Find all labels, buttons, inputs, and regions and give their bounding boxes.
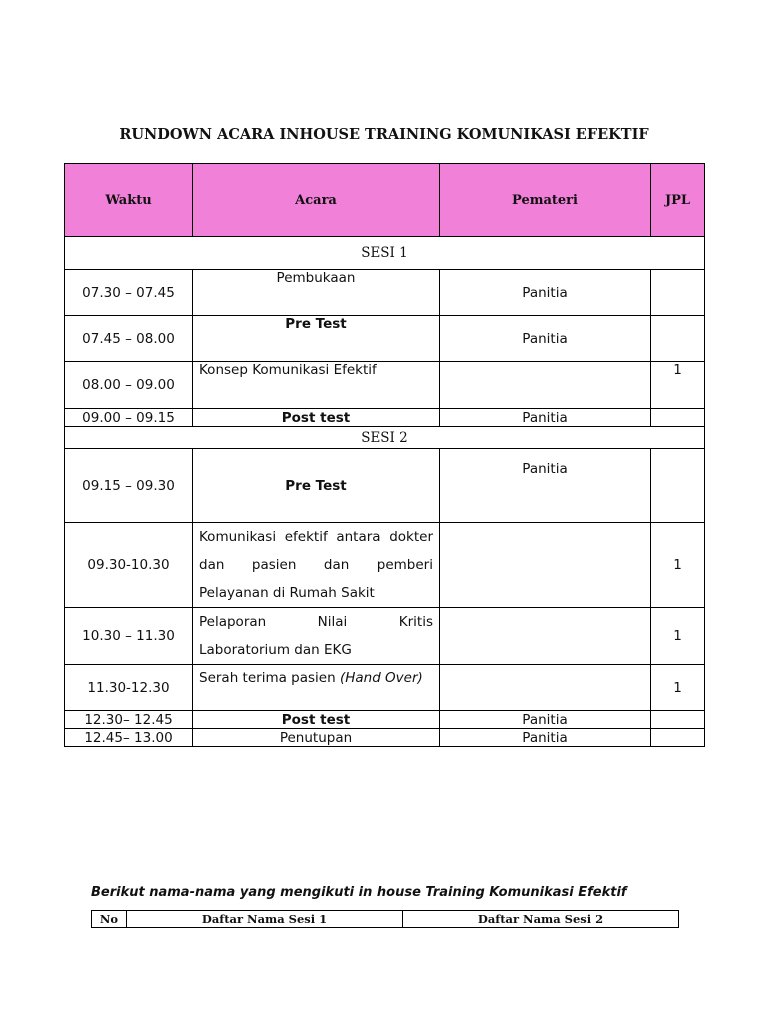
cell-acara: Pre Test — [193, 316, 440, 362]
cell-acara: Pembukaan — [193, 270, 440, 316]
cell-pemateri — [440, 608, 651, 665]
table-row — [65, 711, 705, 729]
header-waktu: Waktu — [65, 164, 193, 237]
cell-jpl — [651, 270, 705, 316]
document-title: RUNDOWN ACARA INHOUSE TRAINING KOMUNIKASI EFEKTIF — [119, 126, 649, 143]
cell-pemateri: Panitia — [440, 409, 651, 427]
cell-acara: Post test — [193, 409, 440, 427]
header-sesi1: Daftar Nama Sesi 1 — [127, 911, 403, 928]
table-row — [65, 362, 705, 409]
cell-waktu: 08.00 – 09.00 — [65, 362, 193, 409]
table-row — [65, 665, 705, 711]
cell-pemateri: Panitia — [440, 449, 651, 523]
header-pemateri: Pemateri — [440, 164, 651, 237]
session-label: SESI 2 — [65, 427, 705, 449]
table-header-row — [65, 164, 705, 237]
table-row — [65, 449, 705, 523]
cell-jpl — [651, 449, 705, 523]
participants-table — [91, 910, 679, 928]
cell-pemateri: Panitia — [440, 270, 651, 316]
table-row — [65, 729, 705, 747]
table-row — [65, 608, 705, 665]
cell-jpl — [651, 316, 705, 362]
cell-waktu: 07.30 – 07.45 — [65, 270, 193, 316]
cell-pemateri — [440, 665, 651, 711]
cell-acara: Post test — [193, 711, 440, 729]
cell-waktu: 09.00 – 09.15 — [65, 409, 193, 427]
cell-jpl: 1 — [651, 665, 705, 711]
cell-waktu: 07.45 – 08.00 — [65, 316, 193, 362]
rundown-table — [64, 163, 705, 747]
header-acara: Acara — [193, 164, 440, 237]
cell-jpl: 1 — [651, 608, 705, 665]
header-jpl: JPL — [651, 164, 705, 237]
cell-acara: Komunikasi efektif antara dokter dan pasien dan pemberi Pelayanan di Rumah Sakit — [193, 523, 440, 608]
table-row — [65, 523, 705, 608]
cell-acara: Pre Test — [193, 449, 440, 523]
cell-waktu: 09.30-10.30 — [65, 523, 193, 608]
cell-waktu: 11.30-12.30 — [65, 665, 193, 711]
participants-header-row — [92, 911, 679, 928]
cell-jpl — [651, 729, 705, 747]
cell-acara: Penutupan — [193, 729, 440, 747]
cell-pemateri: Panitia — [440, 316, 651, 362]
table-row — [65, 270, 705, 316]
cell-acara — [193, 665, 440, 711]
participants-intro: Berikut nama-nama yang mengikuti in house Training Komunikasi Efektif — [91, 885, 627, 900]
cell-waktu: 10.30 – 11.30 — [65, 608, 193, 665]
cell-pemateri: Panitia — [440, 711, 651, 729]
acara-text: Serah terima pasien — [199, 670, 336, 686]
cell-jpl: 1 — [651, 523, 705, 608]
cell-waktu: 12.45– 13.00 — [65, 729, 193, 747]
session-label: SESI 1 — [65, 237, 705, 270]
table-row — [65, 409, 705, 427]
cell-pemateri: Panitia — [440, 729, 651, 747]
cell-jpl — [651, 711, 705, 729]
header-no: No — [92, 911, 127, 928]
session-row — [65, 427, 705, 449]
cell-acara: Konsep Komunikasi Efektif — [193, 362, 440, 409]
acara-italic-text: (Hand Over) — [339, 670, 423, 686]
cell-waktu: 12.30– 12.45 — [65, 711, 193, 729]
cell-jpl — [651, 409, 705, 427]
cell-pemateri — [440, 523, 651, 608]
table-row — [65, 316, 705, 362]
cell-pemateri — [440, 362, 651, 409]
cell-acara: Pelaporan Nilai Kritis Laboratorium dan EKG — [193, 608, 440, 665]
header-sesi2: Daftar Nama Sesi 2 — [403, 911, 679, 928]
cell-jpl: 1 — [651, 362, 705, 409]
cell-waktu: 09.15 – 09.30 — [65, 449, 193, 523]
session-row — [65, 237, 705, 270]
